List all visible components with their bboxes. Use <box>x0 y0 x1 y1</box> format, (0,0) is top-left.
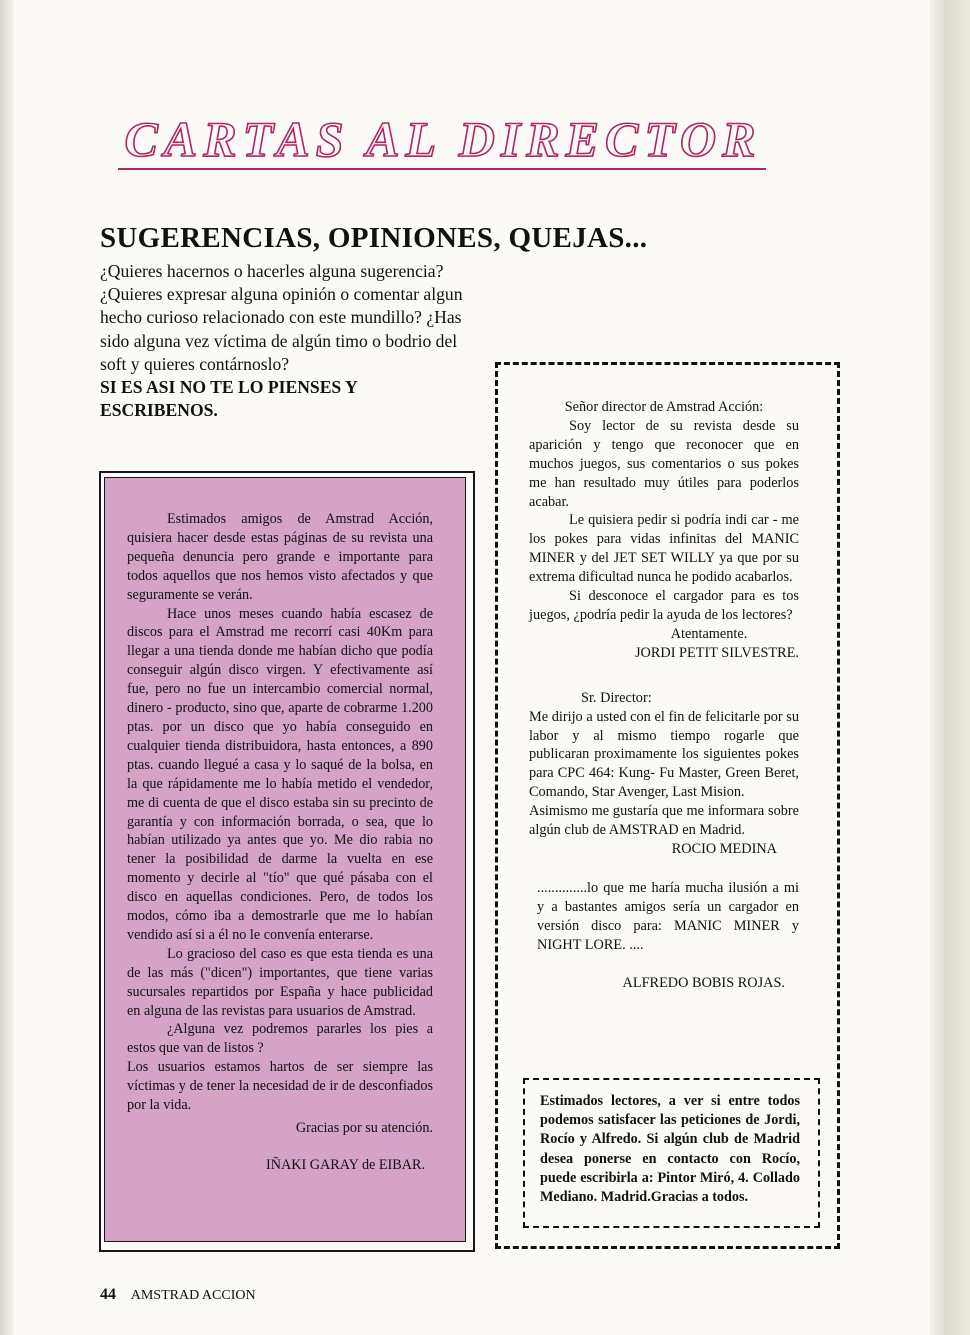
letter1-paragraph-2: Hace unos meses cuando había escasez de discos para el Amstrad me recorrí casi 40Km para llegar a una tienda donde me habían dicho que podía conseguir algún disco virgen. Y efectivamente así fue, pero no fue un intercambio comercial normal, dinero - producto, sino que, aparte de cobrarme 1.200 ptas. por un disco que yo había conseguido en cualquier tienda distribuidora, hasta entonces, a 890 ptas. cuando llegué a casa y lo saqué de la bolsa, en la que rápidamente me lo había metido el vendedor, me di cuenta de que el disco estaba sin su precinto de garantía y con información borrada, o sea, que lo habían utilizado ya antes que yo. Me dio rabia no tener la posibilidad de darme la vuelta en ese momento y decirle al "tío" que qué pásaba con el disco en aquellas condiciones. Pero, de todos los modos, cómo iba a demostrarle que me lo habían vendido así si a él no le convenía enterarse. <box>127 605 433 943</box>
letter3-signature: ROCIO MEDINA <box>671 840 777 857</box>
letter2-paragraph-2: Le quisiera pedir si podría indi car - me los pokes para vidas infinitas del MANIC MINER y del JET SET WILLY ya que por su extrema dificultad nunca he podido acabarlos. <box>529 512 799 586</box>
letter1-paragraph-1: Estimados amigos de Amstrad Acción, quisiera hacer desde estas páginas de su revista una pequeña denuncia pero grande e importante para todos aquellos que nos hemos visto afectados y que seguramente se verán. <box>127 511 433 603</box>
letter3-paragraph-2: Asimismo me gustaría que me informara sobre algún club de AMSTRAD en Madrid. <box>529 803 799 839</box>
letter1-closing: Gracias por su atención. <box>295 1120 433 1136</box>
intro-call-to-action: SI ES ASI NO TE LO PIENSES Y ESCRIBENOS. <box>100 377 358 421</box>
letters-column <box>529 398 799 993</box>
editor-reply: Estimados lectores, a ver si entre todos podemos satisfacer las peticiones de Jordi, Rocío y Alfredo. Si algún club de Madrid desea ponerse en contacto con Rocío, puede escribirla a: Pintor Miró, 4. Collado Mediano. Madrid.Gracias a todos. <box>540 1093 800 1206</box>
letter1-signature: IÑAKI GARAY de EIBAR. <box>266 1156 425 1173</box>
letter1-paragraph-3: Lo gracioso del caso es que esta tienda es una de las más ("dicen") importantes, que tiene varias sucursales repartidos por España y hace publicidad en alguna de las revistas para usuarios de Amstrad. <box>127 945 433 1019</box>
binding-spine <box>930 0 970 1335</box>
letter3-greeting: Sr. Director: <box>581 689 652 706</box>
letter1-paragraph-4: ¿Alguna vez podremos pararles los pies a estos que van de listos ? <box>127 1021 433 1057</box>
letter2-closing: Atentamente. <box>670 625 748 642</box>
page-edge-shadow <box>0 0 14 1335</box>
letter2-greeting: Señor director de Amstrad Acción: <box>564 399 764 415</box>
letter4-text: ..............lo que me haría mucha ilusión a mi y a bastantes amigos sería un cargador en versión disco para: MANIC MINER y NIGHT LORE. .... <box>537 879 799 953</box>
letter4-signature: ALFREDO BOBIS ROJAS. <box>622 975 785 992</box>
letter2-paragraph-3: Si desconoce el cargador para es tos juegos, ¿podría pedir la ayuda de los lectores? <box>529 588 799 623</box>
intro-paragraph: ¿Quieres hacernos o hacerles alguna sugerencia?¿Quieres expresar alguna opinión o comentar algun hecho curioso relacionado con este mundillo? ¿Has sido alguna vez víctima de algún timo o bodrio del soft y quieres contárnoslo? <box>100 261 463 374</box>
page-number: 44 <box>100 1286 116 1303</box>
letter2-paragraph-1: Soy lector de su revista desde su aparición y tengo que reconocer que en muchos juegos, sus comentarios o sus pokes me han resultado muy útiles para poderlos acabar. <box>529 417 799 510</box>
letter3-paragraph-1: Me dirijo a usted con el fin de felicitarle por su labor y al mismo tiempo rogarle que publicaran proximamente los siguientes pokes para CPC 464: Kung- Fu Master, Green Beret, Comando, Star Avenger, Last Mision. <box>529 708 799 801</box>
title-underline <box>118 168 766 170</box>
section-title: CARTAS AL DIRECTOR <box>124 111 762 167</box>
headline: SUGERENCIAS, OPINIONES, QUEJAS... <box>100 222 648 254</box>
letter1-paragraph-5: Los usuarios estamos hartos de ser siempre las víctimas y de tener la necesidad de ir de desconfiados por la vida. <box>127 1059 433 1114</box>
letter-box-inaki <box>104 477 466 1242</box>
page-footer <box>100 1286 256 1304</box>
intro-text <box>100 260 475 422</box>
letter2-signature: JORDI PETIT SILVESTRE. <box>634 644 799 661</box>
magazine-name: AMSTRAD ACCION <box>130 1288 256 1303</box>
